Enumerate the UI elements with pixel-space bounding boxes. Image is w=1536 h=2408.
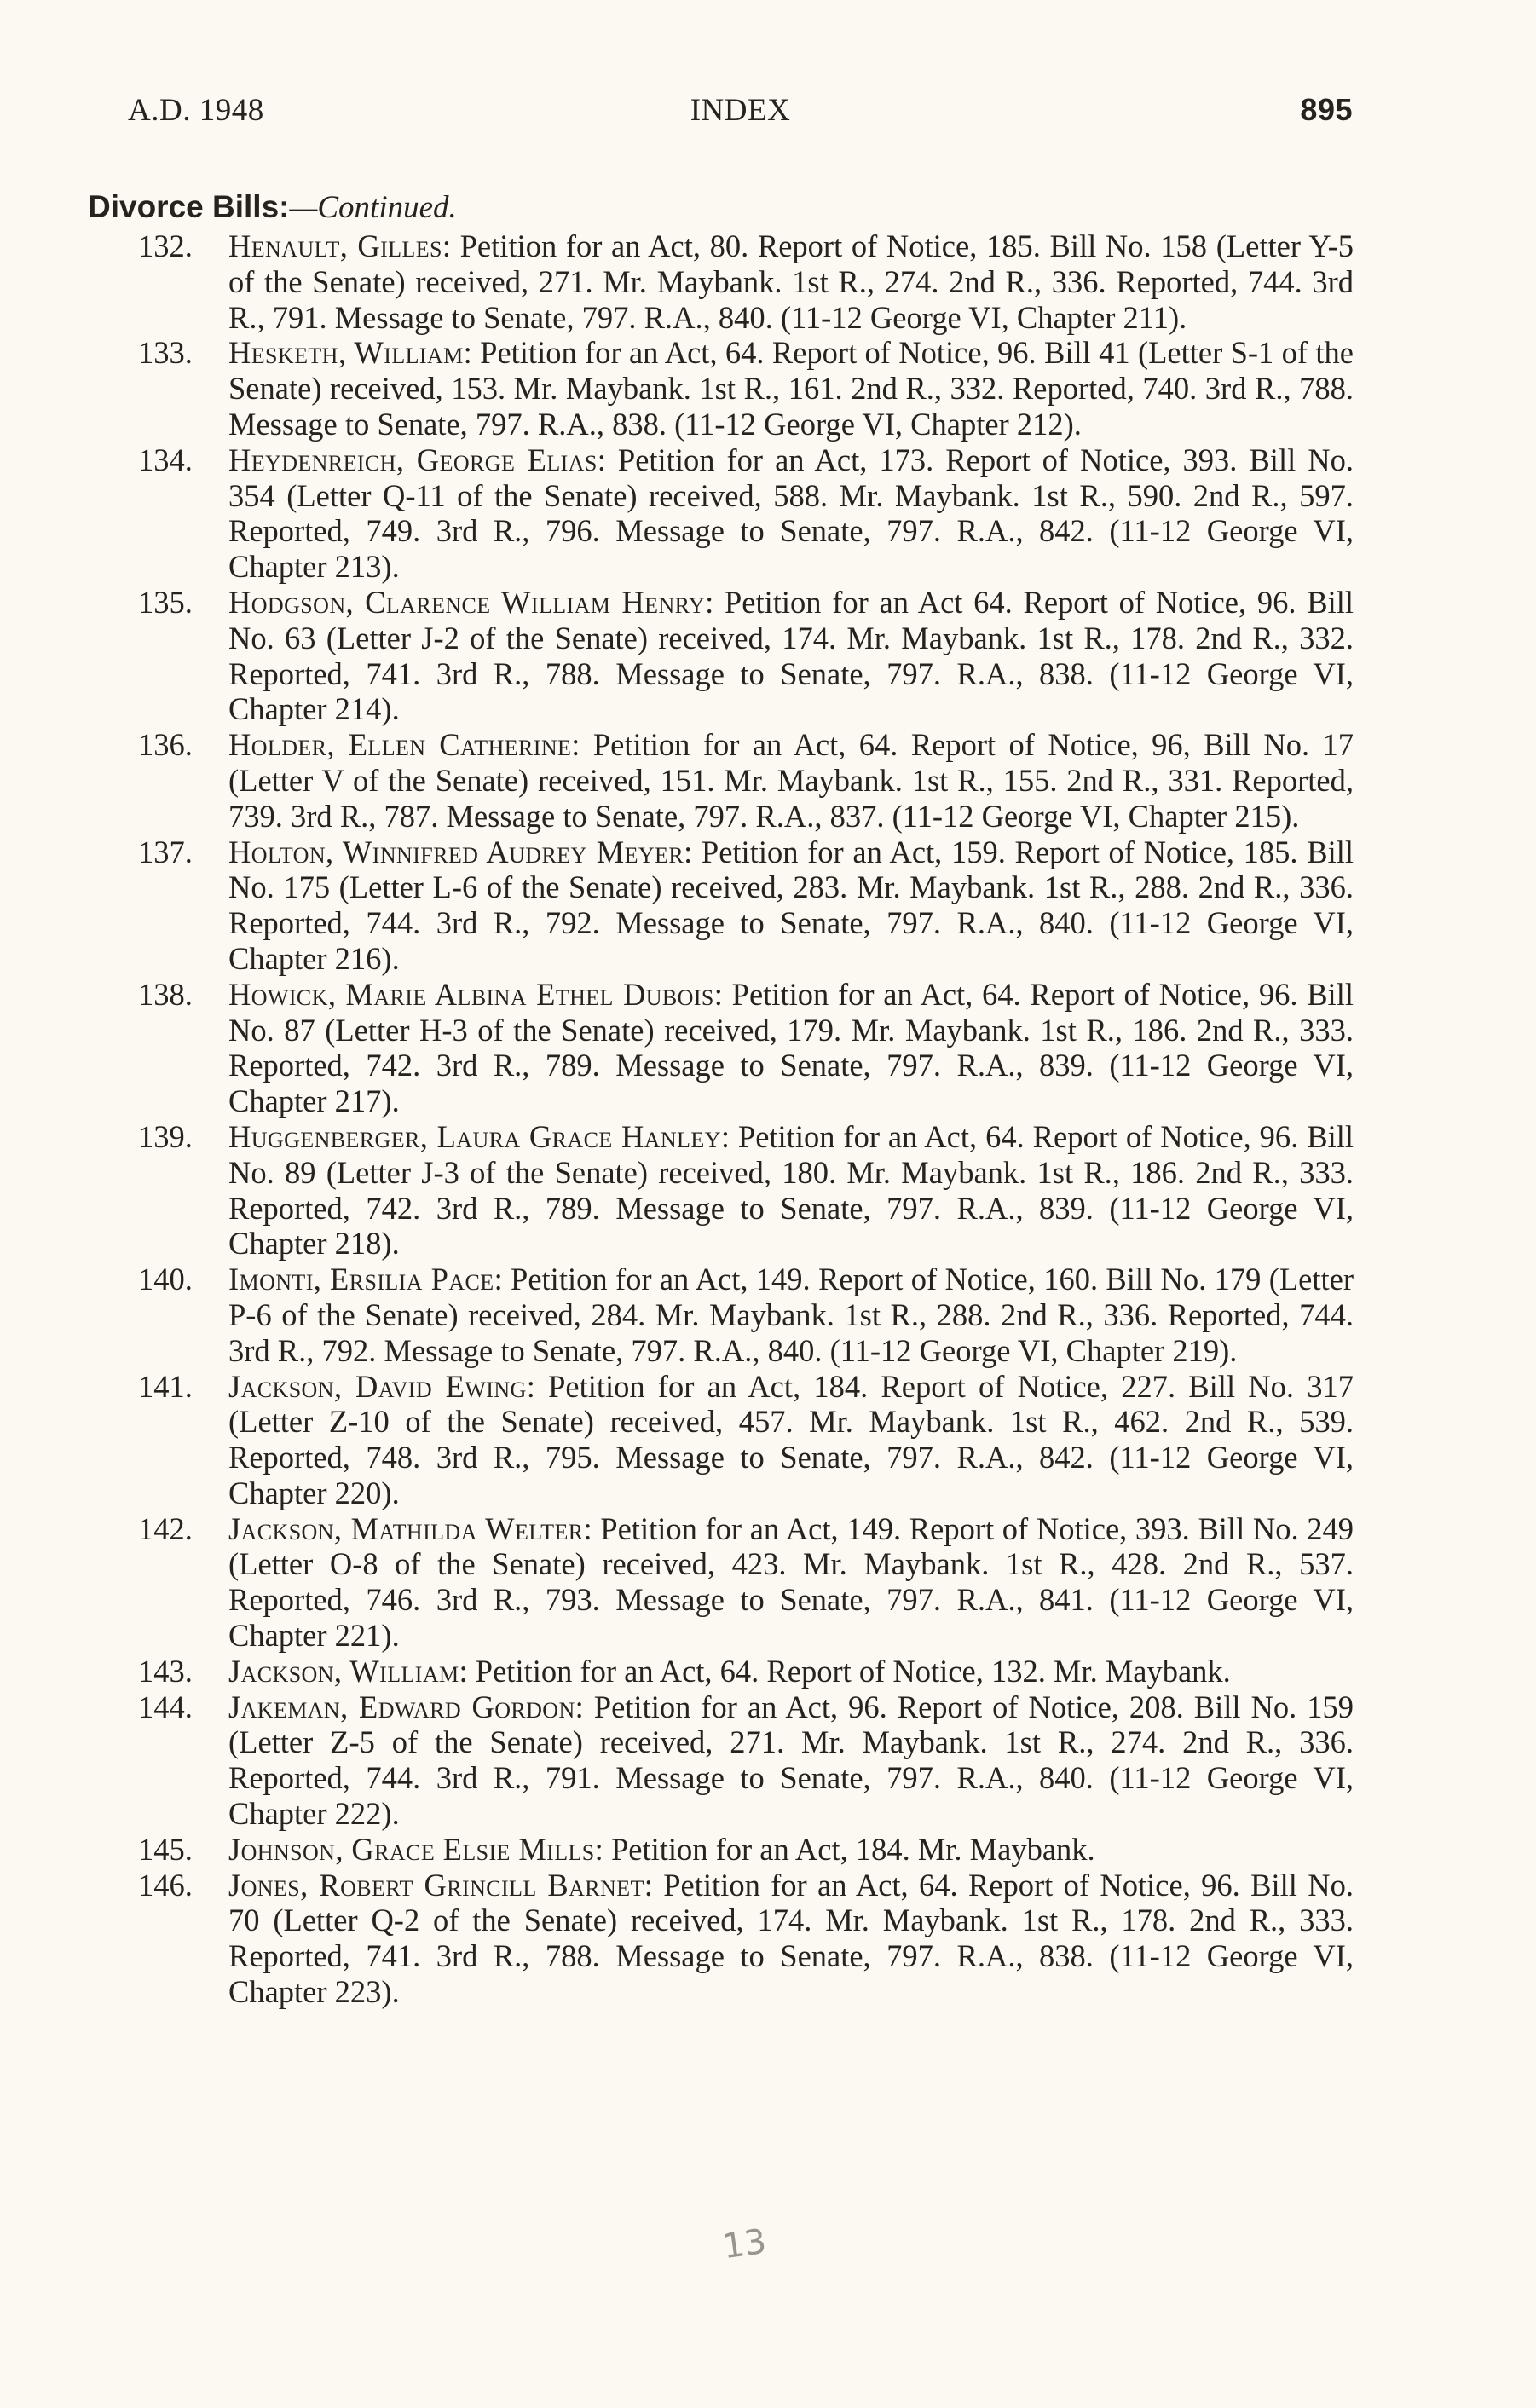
entry-text: : Petition for an Act, 80. Report of Notice, 185. Bill No. 158 (Letter Y-5 of the Senate) received, 271. Mr. Maybank. 1st R., 274. 2nd R., 336. Reported, 744. 3rd R., 791. Message to Senate, 797. R.A., 840. (11-12 George VI, Chapter 211). (228, 228, 1354, 335)
index-entry (138, 1368, 1354, 1511)
entry-number: 138. (138, 976, 193, 1012)
entry-name: Holder, Ellen Catherine (228, 727, 572, 763)
entry-name: Jackson, William (228, 1653, 459, 1689)
index-entry (138, 1831, 1354, 1868)
entry-number: 137. (138, 834, 193, 869)
index-entry (138, 1689, 1354, 1832)
index-entry (138, 1262, 1354, 1368)
entry-name: Howick, Marie Albina Ethel Dubois (228, 976, 714, 1012)
index-entry (138, 1867, 1354, 2010)
entry-text: : Petition for an Act, 149. Report of Notice, 160. Bill No. 179 (Letter P-6 of the Senate) received, 284. Mr. Maybank. 1st R., 288. 2nd R., 336. Reported, 744. 3rd R., 792. Message to Senate, 797. R.A., 840. (11-12 George VI, Chapter 219). (228, 1262, 1354, 1368)
entry-number: 139. (138, 1118, 193, 1154)
entry-list (0, 228, 1536, 2010)
entry-text: : Petition for an Act, 64. Report of Notice, 96. Bill No. 87 (Letter H-3 of the Senate) received, 179. Mr. Maybank. 1st R., 186. 2nd R., 333. Reported, 742. 3rd R., 789. Message to Senate, 797. R.A., 839. (11-12 George VI, Chapter 217). (228, 976, 1354, 1119)
entry-name: Johnson, Grace Elsie Mills (228, 1831, 595, 1867)
section-continued: —Continued. (289, 190, 457, 225)
index-entry (138, 584, 1354, 727)
entry-number: 141. (138, 1368, 193, 1404)
entry-number: 133. (138, 335, 193, 371)
entry-name: Jones, Robert Grincill Barnet (228, 1867, 644, 1903)
entry-number: 142. (138, 1510, 193, 1546)
entry-number: 145. (138, 1831, 193, 1867)
entry-text: : Petition for an Act, 184. Report of Notice, 227. Bill No. 317 (Letter Z-10 of the Senate) received, 457. Mr. Maybank. 1st R., 462. 2nd R., 539. Reported, 748. 3rd R., 795. Message to Senate, 797. R.A., 842. (11-12 George VI, Chapter 220). (228, 1368, 1354, 1510)
header-title: INDEX (690, 93, 791, 128)
entry-name: Jackson, David Ewing (228, 1368, 527, 1404)
page-number: 895 (1300, 92, 1353, 127)
entry-name: Jackson, Mathilda Welter (228, 1510, 584, 1546)
entry-number: 136. (138, 727, 193, 763)
index-entry (138, 727, 1354, 834)
index-entry (138, 335, 1354, 442)
entry-text: : Petition for an Act, 96. Report of Notice, 208. Bill No. 159 (Letter Z-5 of the Senate) received, 271. Mr. Maybank. 1st R., 274. 2nd R., 336. Reported, 744. 3rd R., 791. Message to Senate, 797. R.A., 840. (11-12 George VI, Chapter 222). (228, 1689, 1354, 1832)
entry-text: : Petition for an Act, 159. Report of Notice, 185. Bill No. 175 (Letter L-6 of the Senate) received, 283. Mr. Maybank. 1st R., 288. 2nd R., 336. Reported, 744. 3rd R., 792. Message to Senate, 797. R.A., 840. (11-12 George VI, Chapter 216). (228, 834, 1354, 976)
entry-number: 132. (138, 228, 193, 263)
index-entry (138, 1653, 1354, 1689)
entry-name: Imonti, Ersilia Pace (228, 1262, 494, 1297)
entry-text: : Petition for an Act 64. Report of Notice, 96. Bill No. 63 (Letter J-2 of the Senate) received, 174. Mr. Maybank. 1st R., 178. 2nd R., 332. Reported, 741. 3rd R., 788. Message to Senate, 797. R.A., 838. (11-12 George VI, Chapter 214). (228, 584, 1354, 727)
entry-number: 140. (138, 1262, 193, 1297)
entry-text: : Petition for an Act, 64. Report of Notice, 96. Bill No. 89 (Letter J-3 of the Senate) received, 180. Mr. Maybank. 1st R., 186. 2nd R., 333. Reported, 742. 3rd R., 789. Message to Senate, 797. R.A., 839. (11-12 George VI, Chapter 218). (228, 1118, 1354, 1262)
entry-text: : Petition for an Act, 184. Mr. Maybank. (594, 1831, 1095, 1867)
index-entry (138, 228, 1354, 335)
entry-text: : Petition for an Act, 173. Report of Notice, 393. Bill No. 354 (Letter Q-11 of the Senate) received, 588. Mr. Maybank. 1st R., 590. 2nd R., 597. Reported, 749. 3rd R., 796. Message to Senate, 797. R.A., 842. (11-12 George VI, Chapter 213). (228, 442, 1354, 585)
header-year: A.D. 1948 (128, 93, 264, 128)
index-entry (138, 834, 1354, 977)
entry-number: 135. (138, 584, 193, 620)
entry-text: : Petition for an Act, 64. Report of Notice, 96. Bill No. 70 (Letter Q-2 of the Senate) received, 174. Mr. Maybank. 1st R., 178. 2nd R., 333. Reported, 741. 3rd R., 788. Message to Senate, 797. R.A., 838. (11-12 George VI, Chapter 223). (228, 1867, 1354, 2010)
entry-number: 134. (138, 442, 193, 477)
running-head (128, 92, 1353, 143)
entry-text: : Petition for an Act, 149. Report of Notice, 393. Bill No. 249 (Letter O-8 of the Senate) received, 423. Mr. Maybank. 1st R., 428. 2nd R., 537. Reported, 746. 3rd R., 793. Message to Senate, 797. R.A., 841. (11-12 George VI, Chapter 221). (228, 1510, 1354, 1654)
entry-name: Henault, Gilles (228, 228, 442, 263)
entry-number: 144. (138, 1689, 193, 1724)
section-title: Divorce Bills: (88, 189, 290, 224)
index-entry (138, 976, 1354, 1119)
index-entry (138, 1510, 1354, 1654)
entry-name: Holton, Winnifred Audrey Meyer (228, 834, 684, 869)
entry-name: Jakeman, Edward Gordon (228, 1689, 575, 1724)
entry-text: : Petition for an Act, 64. Report of Notice, 132. Mr. Maybank. (459, 1653, 1231, 1689)
entry-name: Huggenberger, Laura Grace Hanley (228, 1118, 721, 1154)
index-entry (138, 1118, 1354, 1262)
entry-name: Heydenreich, George Elias (228, 442, 598, 477)
index-entry (138, 442, 1354, 585)
entry-name: Hesketh, William (228, 335, 464, 371)
section-heading (88, 188, 457, 227)
pencil-mark: 13 (720, 2221, 769, 2267)
entry-number: 146. (138, 1867, 193, 1903)
entry-text: : Petition for an Act, 64. Report of Notice, 96, Bill No. 17 (Letter V of the Senate) received, 151. Mr. Maybank. 1st R., 155. 2nd R., 331. Reported, 739. 3rd R., 787. Message to Senate, 797. R.A., 837. (11-12 George VI, Chapter 215). (228, 727, 1354, 834)
entry-number: 143. (138, 1653, 193, 1689)
entry-text: : Petition for an Act, 64. Report of Notice, 96. Bill 41 (Letter S-1 of the Senate) received, 153. Mr. Maybank. 1st R., 161. 2nd R., 332. Reported, 740. 3rd R., 788. Message to Senate, 797. R.A., 838. (11-12 George VI, Chapter 212). (228, 335, 1354, 442)
entry-name: Hodgson, Clarence William Henry (228, 584, 706, 620)
